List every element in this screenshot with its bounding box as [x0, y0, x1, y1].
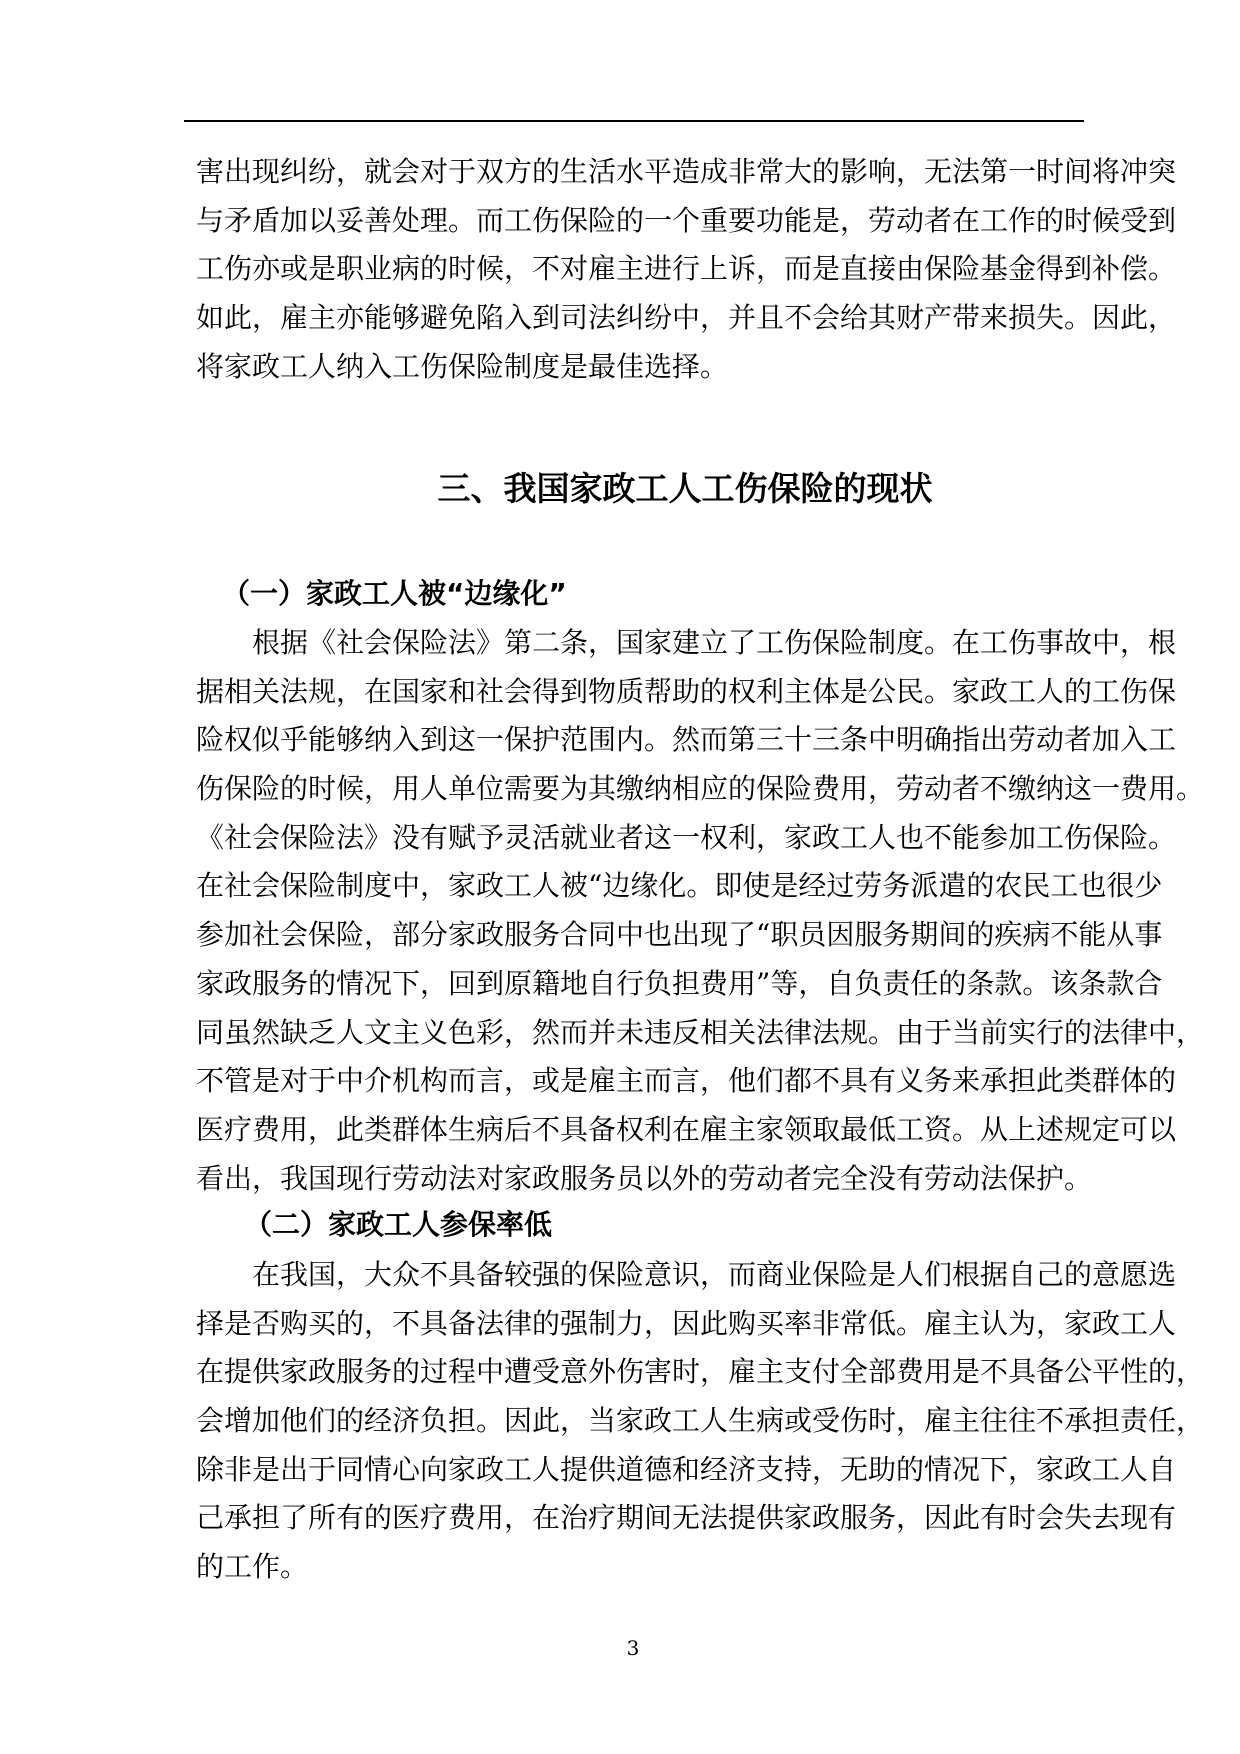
text-line: 看出，我国现行劳动法对家政服务员以外的劳动者完全没有劳动法保护。 — [196, 1161, 1093, 1195]
text-line: 据相关法规，在国家和社会得到物质帮助的权利主体是公民。家政工人的工伤保 — [196, 674, 1177, 708]
text-line: 如此，雇主亦能够避免陷入到司法纠纷中，并且不会给其财产带来损失。因此， — [196, 301, 1177, 335]
text-line: 在提供家政服务的过程中遭受意外伤害时，雇主支付全部费用是不具备公平性的， — [196, 1355, 1205, 1389]
subheading-1: （一）家政工人被“边缘化” — [222, 577, 567, 610]
paragraph-3 — [196, 1251, 1205, 1592]
text-line: 医疗费用，此类群体生病后不具备权利在雇主家领取最低工资。从上述规定可以 — [196, 1112, 1177, 1146]
section-heading: 三、我国家政工人工伤保险的现状 — [437, 469, 933, 508]
text-line: 同虽然缺乏人文主义色彩，然而并未违反相关法律法规。由于当前实行的法律中， — [196, 1015, 1205, 1049]
text-line: 险权似乎能够纳入到这一保护范围内。然而第三十三条中明确指出劳动者加入工 — [196, 723, 1177, 757]
text-line: 家政服务的情况下，回到原籍地自行负担费用”等，自负责任的条款。该条款合 — [196, 966, 1163, 1000]
text-line: 伤保险的时候，用人单位需要为其缴纳相应的保险费用，劳动者不缴纳这一费用。 — [196, 772, 1205, 806]
text-line: 工伤亦或是职业病的时候，不对雇主进行上诉，而是直接由保险基金得到补偿。 — [196, 252, 1177, 286]
text-line: 在我国，大众不具备较强的保险意识，而商业保险是人们根据自己的意愿选 — [252, 1258, 1177, 1291]
text-line: 在社会保险制度中，家政工人被“边缘化。即使是经过劳务派遣的农民工也很少 — [196, 869, 1163, 903]
text-line: 害出现纠纷，就会对于双方的生活水平造成非常大的影响，无法第一时间将冲突 — [196, 155, 1177, 188]
text-line: 择是否购买的，不具备法律的强制力，因此购买率非常低。雇主认为，家政工人 — [196, 1306, 1177, 1340]
paragraph-1 — [196, 148, 1177, 391]
text-line: 会增加他们的经济负担。因此，当家政工人生病或受伤时，雇主往往不承担责任， — [196, 1404, 1205, 1438]
subheading-2: （二）家政工人参保率低 — [244, 1208, 553, 1241]
text-line: 参加社会保险，部分家政服务合同中也出现了“职员因服务期间的疾病不能从事 — [196, 918, 1163, 952]
text-line: 除非是出于同情心向家政工人提供道德和经济支持，无助的情况下，家政工人自 — [196, 1452, 1177, 1486]
text-line: 不管是对于中介机构而言，或是雇主而言，他们都不具有义务来承担此类群体的 — [196, 1064, 1177, 1098]
text-line: 根据《社会保险法》第二条，国家建立了工伤保险制度。在工伤事故中，根 — [252, 626, 1177, 659]
paragraph-2 — [196, 619, 1205, 1203]
text-line: 《社会保险法》没有赋予灵活就业者这一权利，家政工人也不能参加工伤保险。 — [196, 820, 1177, 854]
text-line: 将家政工人纳入工伤保险制度是最佳选择。 — [196, 349, 729, 383]
text-line: 与矛盾加以妥善处理。而工伤保险的一个重要功能是，劳动者在工作的时候受到 — [196, 203, 1177, 237]
header-rule — [184, 120, 1084, 122]
text-line: 己承担了所有的医疗费用，在治疗期间无法提供家政服务，因此有时会失去现有 — [196, 1501, 1177, 1535]
text-line: 的工作。 — [196, 1550, 309, 1584]
page-number: 3 — [626, 1636, 640, 1660]
